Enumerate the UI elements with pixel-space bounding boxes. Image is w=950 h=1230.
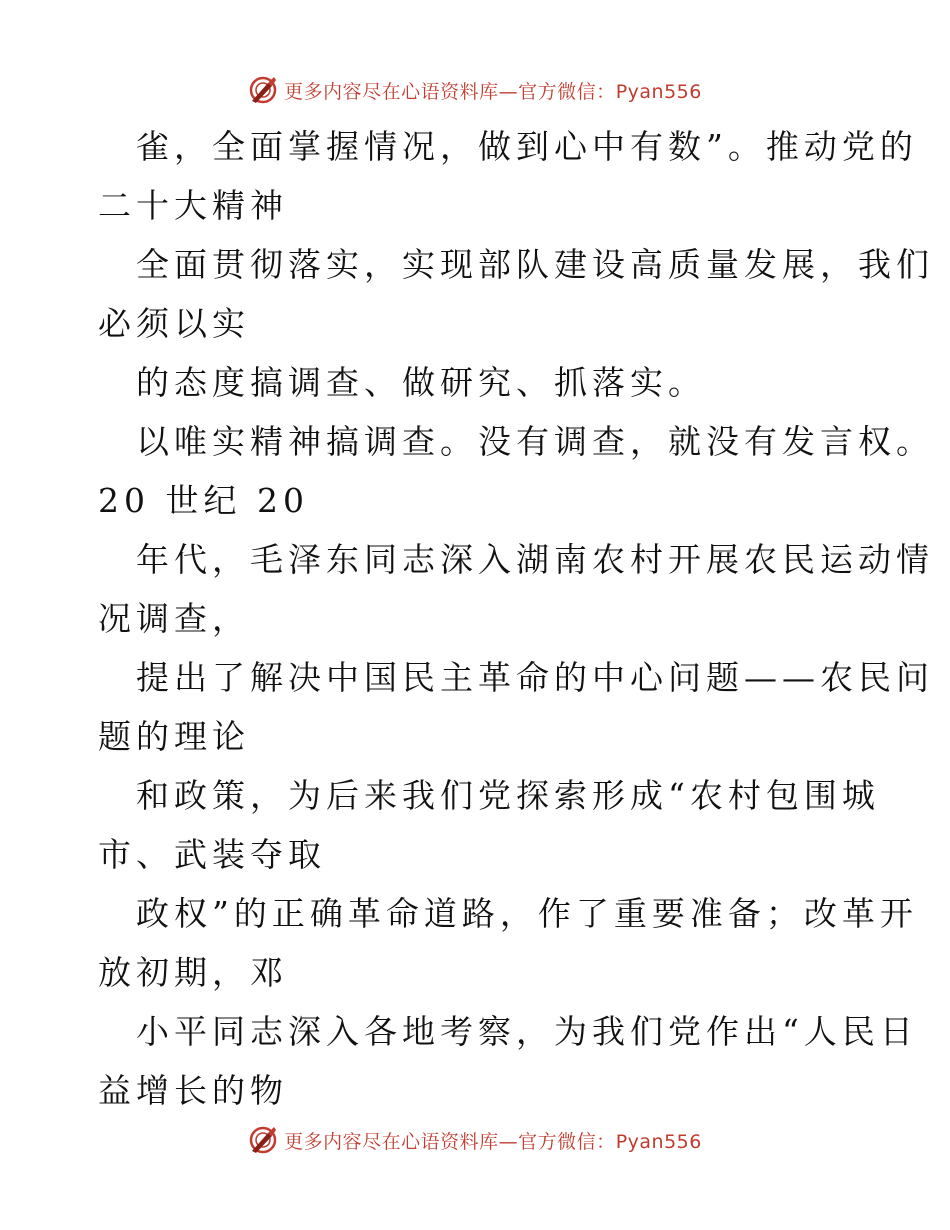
text-line: 的态度搞调查、做研究、抓落实。 <box>136 363 706 402</box>
text-line: 20 世纪 20 <box>98 481 309 520</box>
site-name: 更多内容尽在心语资料库 <box>284 1130 499 1153</box>
site-name: 更多内容尽在心语资料库 <box>284 80 499 103</box>
banner-text <box>284 77 702 104</box>
text-line: 放初期，邓 <box>98 953 288 992</box>
text-line: 全面贯彻落实，实现部队建设高质量发展，我们 <box>136 245 934 284</box>
footer-banner <box>0 1120 950 1160</box>
header-banner <box>0 70 950 110</box>
text-line: 题的理论 <box>98 717 250 756</box>
text-line: 政权”的正确革命道路，作了重要准备；改革开 <box>136 894 918 933</box>
text-line: 市、武装夺取 <box>98 835 326 874</box>
pen-logo-icon <box>248 75 278 105</box>
banner-dash: — <box>498 1130 519 1153</box>
text-line: 小平同志深入各地考察，为我们党作出“人民日 <box>136 1012 918 1051</box>
pen-logo-icon <box>248 1125 278 1155</box>
text-line: 必须以实 <box>98 304 250 343</box>
wechat-id: Pyan556 <box>615 1130 702 1153</box>
text-line: 以唯实精神搞调查。没有调查，就没有发言权。 <box>136 422 934 461</box>
wechat-id: Pyan556 <box>615 80 702 103</box>
wechat-label: 官方微信： <box>518 1130 616 1153</box>
text-line: 提出了解决中国民主革命的中心问题——农民问 <box>136 658 934 697</box>
text-line: 益增长的物 <box>98 1071 288 1110</box>
text-line: 况调查， <box>98 599 250 638</box>
banner-dash: — <box>498 80 519 103</box>
text-line: 年代，毛泽东同志深入湖南农村开展农民运动情 <box>136 540 934 579</box>
text-line: 雀，全面掌握情况，做到心中有数”。推动党的 <box>136 127 918 166</box>
text-line: 二十大精神 <box>98 186 288 225</box>
banner-text <box>284 1127 702 1154</box>
wechat-label: 官方微信： <box>518 80 616 103</box>
text-line: 和政策，为后来我们党探索形成“农村包围城 <box>136 776 880 815</box>
